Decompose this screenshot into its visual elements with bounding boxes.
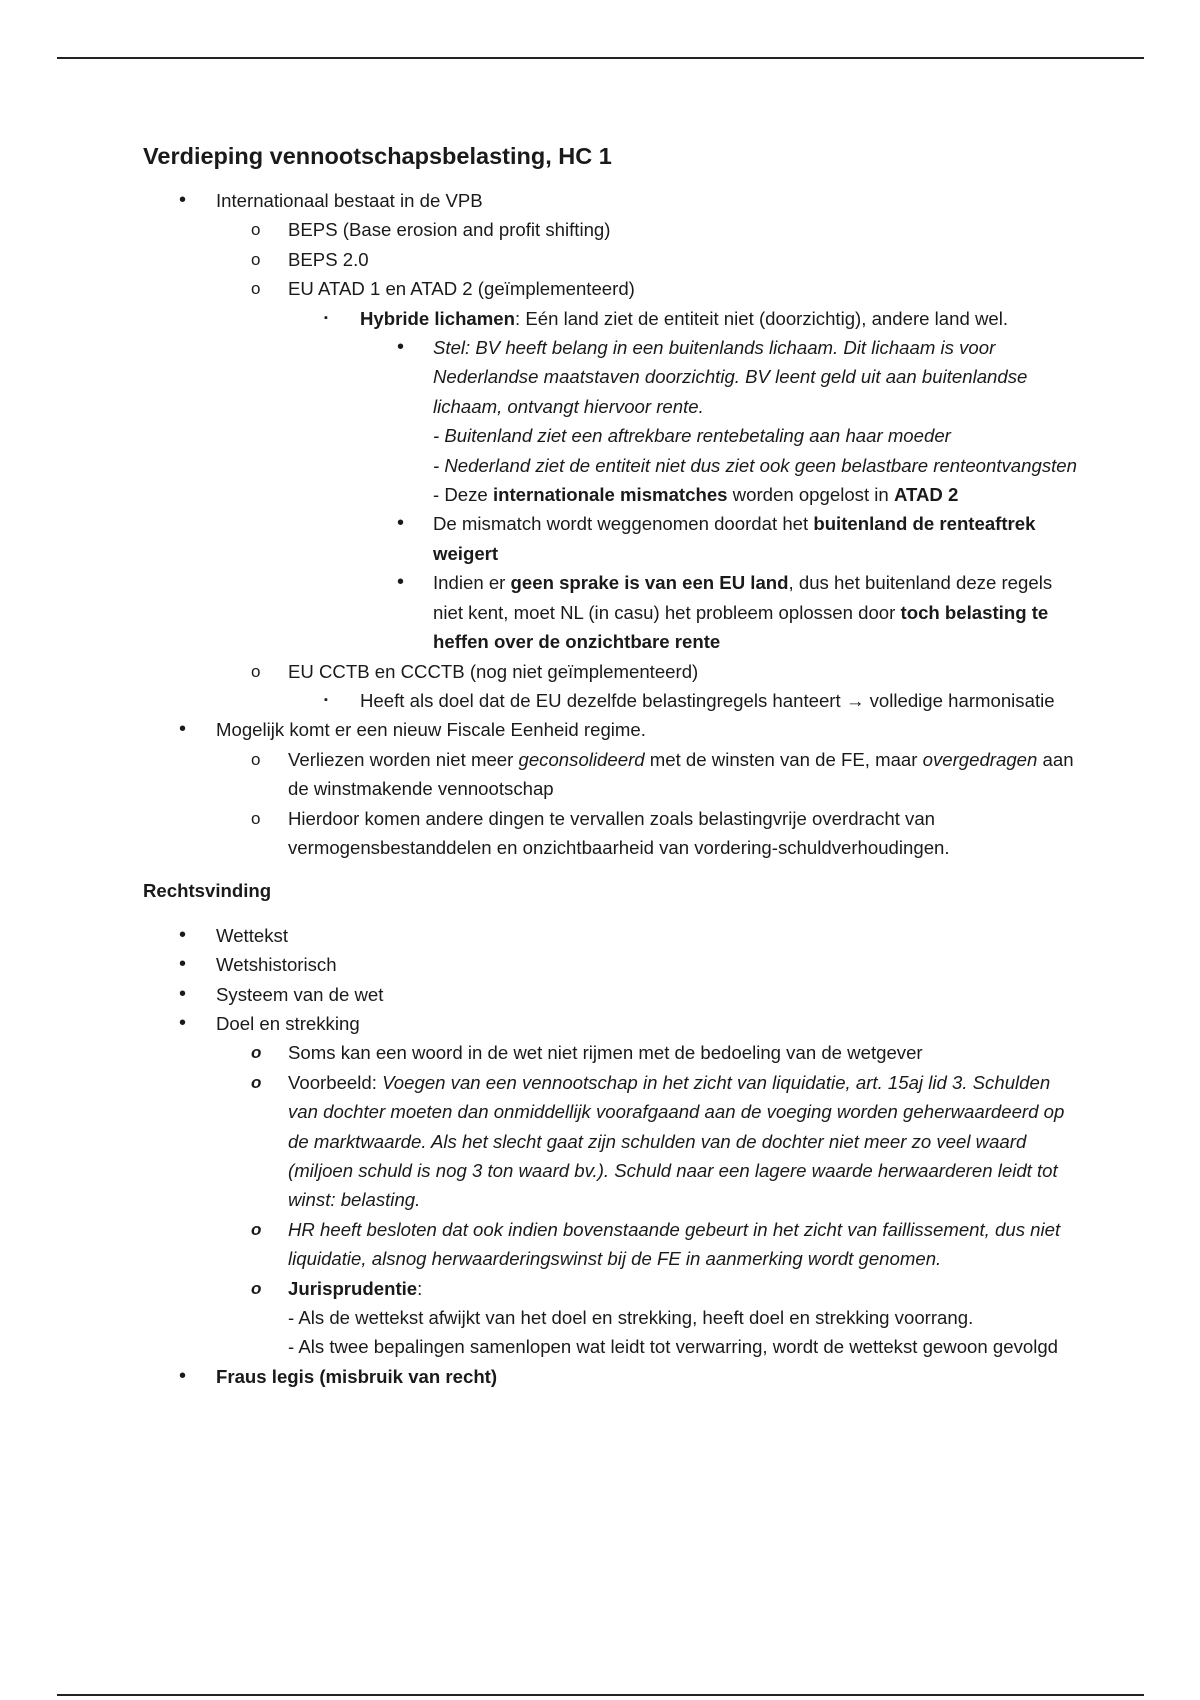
bullet-disc: • [397,336,405,359]
list-item: o EU ATAD 1 en ATAD 2 (geïmplementeerd) [143,274,1083,303]
bullet-circle: o [251,808,261,828]
bullet-circle: o [251,249,261,269]
bullet-disc: • [179,189,187,211]
bullet-circle: o [251,1043,262,1063]
list-item: • Doel en strekking [143,1009,1083,1038]
bullet-disc: • [179,718,187,741]
list-item: o Soms kan een woord in de wet niet rijmen met de bedoeling van de wetgever [143,1038,1083,1067]
list-item: • Wettekst [143,921,1083,950]
bullet-circle: o [251,220,261,240]
list-item: o HR heeft besloten dat ook indien bovenstaande gebeurt in het zicht van faillissement, dus niet liquidatie, alsnog herwaarderingswinst bij de FE in aanmerking wordt genomen. [143,1215,1083,1274]
bullet-disc: • [179,982,187,1005]
bullet-circle: o [251,1219,262,1239]
list-item: • Wetshistorisch [143,950,1083,979]
bullet-circle: o [251,279,261,299]
header-rule [57,57,1144,59]
bullet-circle: o [251,1278,262,1298]
bullet-circle: o [251,1072,262,1092]
list-item: • Indien er geen sprake is van een EU land, dus het buitenland deze regels niet kent, moet NL (in casu) het probleem oplossen door toch belasting te heffen over de onzichtbare rente [143,568,1083,656]
document-title: Verdieping vennootschapsbelasting, HC 1 [143,143,612,169]
section-heading: Rechtsvinding [143,880,272,902]
list-item: ▪ Hybride lichamen: Eén land ziet de entiteit niet (doorzichtig), andere land wel. [143,304,1083,333]
list-item: o BEPS 2.0 [143,245,1083,274]
list-item: • Systeem van de wet [143,980,1083,1009]
list-item: o Jurisprudentie: - Als de wettekst afwijkt van het doel en strekking, heeft doel en strekking voorrang. - Als twee bepalingen samenlopen wat leidt tot verwarring, wordt de wettekst gewoon gevolgd [143,1274,1083,1362]
list-item: o BEPS (Base erosion and profit shifting) [143,215,1083,244]
list-item: • Stel: BV heeft belang in een buitenlands lichaam. Dit lichaam is voor Nederlandse maatstaven doorzichtig. BV leent geld uit aan buitenlandse lichaam, ontvangt hiervoor rente. - Buitenland ziet een aftrekbare rentebetaling aan haar moeder - Nederland ziet de entiteit niet dus ziet ook geen belastbare renteontvangsten - Deze internationale mismatches worden opgelost in ATAD 2 [143,333,1083,509]
list-item: • De mismatch wordt weggenomen doordat het buitenland de renteaftrek weigert [143,509,1083,568]
list-item: o Verliezen worden niet meer geconsolideerd met de winsten van de FE, maar overgedragen aan de winstmakende vennootschap [143,745,1083,804]
bullet-disc: • [397,571,405,594]
list-item: • Mogelijk komt er een nieuw Fiscale Eenheid regime. [143,715,1083,744]
list-item: o Hierdoor komen andere dingen te vervallen zoals belastingvrije overdracht van vermogensbestanddelen en onzichtbaarheid van vordering-schuldverhoudingen. [143,804,1083,863]
list-item: o Voorbeeld: Voegen van een vennootschap in het zicht van liquidatie, art. 15aj lid 3. Schulden van dochter moeten dan onmiddellijk voorafgaand aan de voeging worden geherwaardeerd op de marktwaarde. Als het slecht gaat zijn schulden van de dochter niet meer zo veel waard (miljoen schuld is nog 3 ton waard bv.). Schuld naar een lagere waarde herwaarderen leidt tot winst: belasting. [143,1068,1083,1215]
document-body [143,140,1083,1391]
bullet-circle: o [251,749,261,769]
bullet-square: ▪ [324,311,328,324]
list-item: o EU CCTB en CCCTB (nog niet geïmplementeerd) [143,657,1083,686]
bullet-circle: o [251,661,261,681]
bullet-disc: • [179,953,187,976]
footer-rule [57,1694,1144,1696]
bullet-disc: • [179,923,187,946]
bullet-square: ▪ [324,693,328,706]
bullet-disc: • [179,1364,187,1387]
bullet-disc: • [397,512,405,535]
list-item: • Fraus legis (misbruik van recht) [143,1362,1083,1391]
list-item: ▪ Heeft als doel dat de EU dezelfde belastingregels hanteert → volledige harmonisatie [143,686,1083,715]
list-item: • Internationaal bestaat in de VPB [143,186,1083,215]
bullet-disc: • [179,1011,187,1034]
